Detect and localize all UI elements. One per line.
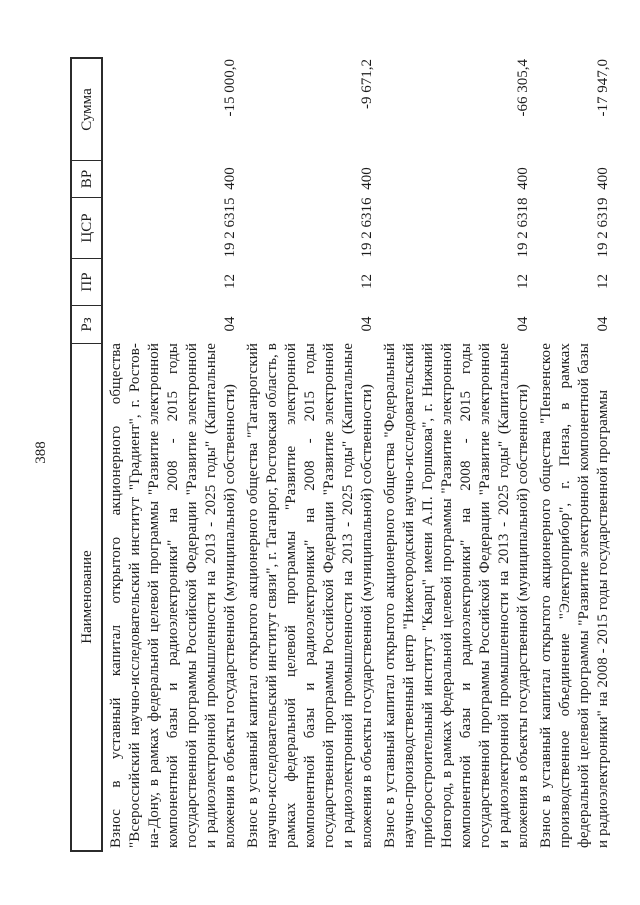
header-sum: Сумма bbox=[78, 88, 95, 131]
cell-rz: 04 bbox=[595, 316, 611, 332]
cell-vr: 400 bbox=[595, 167, 611, 190]
cell-name: Взнос в уставный капитал открытого акционерного общества "Федеральный научно-производственный центр "Нижегородский научно-исследовательский приборостроительный институт "Кварц" имени А.П. Горшкова", г. Нижний Новгород, в рамках федеральной целевой программы "Развитие электронной компонентной базы и радиоэлектроники" на 2008 - 2015 годы государственной программы Российской Федерации "Развитие электронной и радиоэлектронной промышленности на 2013 - 2025 годы" (Капитальные вложения в объекты государственной (муниципальной) собственности) bbox=[382, 343, 531, 848]
cell-pr: 12 bbox=[359, 274, 375, 289]
header-name: Наименование bbox=[72, 343, 101, 850]
cell-rz: 04 bbox=[515, 316, 531, 332]
page-number: 388 bbox=[33, 441, 49, 464]
cell-sum: -15 000,0 bbox=[222, 59, 238, 117]
table-row bbox=[537, 55, 613, 852]
table-row bbox=[381, 55, 533, 852]
cell-sum: -66 305,4 bbox=[515, 59, 531, 117]
cell-sum: -9 671,2 bbox=[359, 59, 375, 109]
cell-csr: 19 2 6315 bbox=[222, 197, 238, 258]
cell-sum: -17 947,0 bbox=[595, 59, 611, 117]
table-row bbox=[244, 55, 377, 852]
cell-name: Взнос в уставный капитал открытого акционерного общества "Пензенское производственное объединение "Электроприбор", г. Пенза, в рамках федеральной целевой программы "Развитие электронной компонентной базы и радиоэлектроники" на 2008 - 2015 годы государственной программы bbox=[538, 343, 611, 848]
cell-pr: 12 bbox=[515, 274, 531, 289]
cell-name: Взнос в уставный капитал открытого акционерного общества "Таганрогский научно-исследовательский институт связи", г. Таганрог, Ростовская область, в рамках федеральной целевой программы "Развитие электронной компонентной базы и радиоэлектроники" на 2008 - 2015 годы государственной программы Российской Федерации "Развитие электронной и радиоэлектронной промышленности на 2013 - 2025 годы" (Капитальные вложения в объекты государственной (муниципальной) собственности) bbox=[245, 343, 375, 848]
cell-csr: 19 2 6316 bbox=[359, 197, 375, 258]
header-csr: ЦСР bbox=[72, 197, 101, 258]
cell-csr: 19 2 6318 bbox=[515, 197, 531, 258]
cell-vr: 400 bbox=[515, 167, 531, 190]
table-header-row bbox=[70, 57, 103, 852]
cell-name: Взнос в уставный капитал открытого акционерного общества "Всероссийский научно-исследовательский институт "Градиент", г. Ростов-на-Дону, в рамках федеральной целевой программы "Развитие электронной компонентной базы и радиоэлектроники" на 2008 - 2015 годы государственной программы Российской Федерации "Развитие электронной и радиоэлектронной промышленности на 2013 - 2025 годы" (Капитальные вложения в объекты государственной (муниципальной) собственности) bbox=[108, 343, 238, 848]
cell-vr: 400 bbox=[359, 167, 375, 190]
cell-rz: 04 bbox=[222, 316, 238, 332]
cell-vr: 400 bbox=[222, 167, 238, 190]
cell-pr: 12 bbox=[222, 274, 238, 289]
cell-pr: 12 bbox=[595, 274, 611, 289]
cell-rz: 04 bbox=[359, 316, 375, 332]
header-rz: Рз bbox=[72, 305, 101, 343]
header-pr: ПР bbox=[72, 258, 101, 305]
table-row bbox=[107, 55, 240, 852]
header-vr: ВР bbox=[72, 160, 101, 197]
cell-csr: 19 2 6319 bbox=[595, 197, 611, 258]
